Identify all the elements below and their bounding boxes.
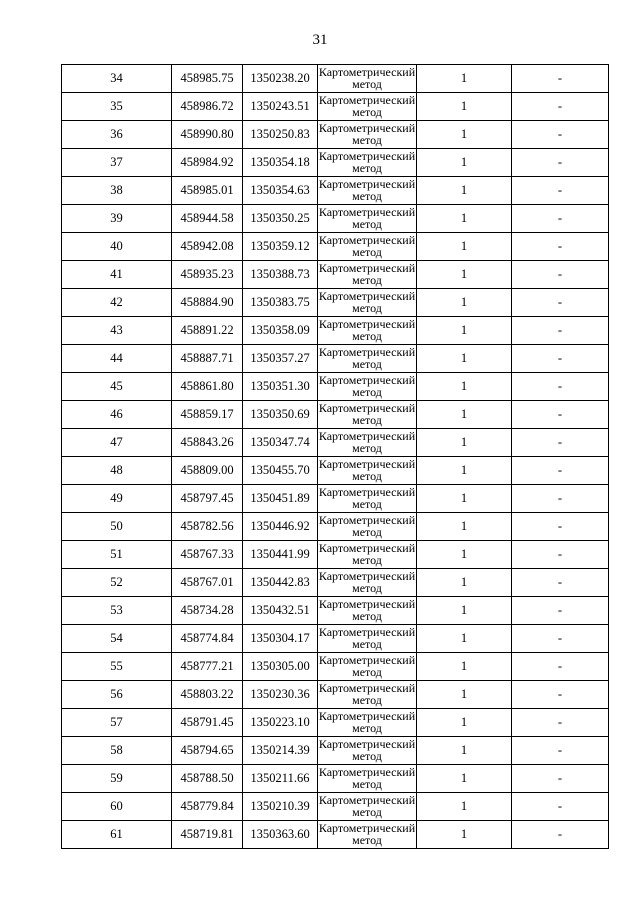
method-cell: Картометрический метод bbox=[318, 513, 416, 539]
coordinates-table-body bbox=[62, 65, 609, 849]
method-cell: Картометрический метод bbox=[318, 429, 416, 455]
table-row bbox=[62, 429, 609, 457]
note-cell: - bbox=[512, 289, 609, 317]
method-cell: Картометрический метод bbox=[318, 737, 416, 763]
accuracy-cell: 1 bbox=[417, 401, 512, 429]
accuracy-cell: 1 bbox=[417, 681, 512, 709]
table-row bbox=[62, 401, 609, 429]
method-cell: Картометрический метод bbox=[318, 765, 416, 791]
x-coordinate-cell: 458797.45 bbox=[172, 485, 243, 513]
point-number-cell: 39 bbox=[62, 205, 172, 233]
point-number-cell: 34 bbox=[62, 65, 172, 93]
point-number-cell: 42 bbox=[62, 289, 172, 317]
y-coordinate-cell: 1350210.39 bbox=[243, 793, 318, 821]
accuracy-cell: 1 bbox=[417, 485, 512, 513]
x-coordinate-cell: 458985.75 bbox=[172, 65, 243, 93]
note-cell: - bbox=[512, 737, 609, 765]
note-cell: - bbox=[512, 457, 609, 485]
accuracy-cell: 1 bbox=[417, 317, 512, 345]
x-coordinate-cell: 458986.72 bbox=[172, 93, 243, 121]
accuracy-cell: 1 bbox=[417, 709, 512, 737]
table-row bbox=[62, 289, 609, 317]
point-number-cell: 54 bbox=[62, 625, 172, 653]
table-row bbox=[62, 205, 609, 233]
accuracy-cell: 1 bbox=[417, 737, 512, 765]
y-coordinate-cell: 1350357.27 bbox=[243, 345, 318, 373]
method-cell: Картометрический метод bbox=[318, 569, 416, 595]
x-coordinate-cell: 458809.00 bbox=[172, 457, 243, 485]
note-cell: - bbox=[512, 597, 609, 625]
note-cell: - bbox=[512, 345, 609, 373]
y-coordinate-cell: 1350350.25 bbox=[243, 205, 318, 233]
page-number: 31 bbox=[312, 32, 328, 48]
note-cell: - bbox=[512, 541, 609, 569]
table-row bbox=[62, 821, 609, 849]
x-coordinate-cell: 458779.84 bbox=[172, 793, 243, 821]
point-number-cell: 52 bbox=[62, 569, 172, 597]
note-cell: - bbox=[512, 121, 609, 149]
y-coordinate-cell: 1350250.83 bbox=[243, 121, 318, 149]
table-row bbox=[62, 541, 609, 569]
table-row bbox=[62, 149, 609, 177]
note-cell: - bbox=[512, 149, 609, 177]
note-cell: - bbox=[512, 93, 609, 121]
method-cell: Картометрический метод bbox=[318, 793, 416, 819]
method-cell: Картометрический метод bbox=[318, 93, 416, 119]
accuracy-cell: 1 bbox=[417, 569, 512, 597]
accuracy-cell: 1 bbox=[417, 597, 512, 625]
method-cell: Картометрический метод bbox=[318, 233, 416, 259]
x-coordinate-cell: 458887.71 bbox=[172, 345, 243, 373]
y-coordinate-cell: 1350351.30 bbox=[243, 373, 318, 401]
point-number-cell: 59 bbox=[62, 765, 172, 793]
x-coordinate-cell: 458767.33 bbox=[172, 541, 243, 569]
note-cell: - bbox=[512, 793, 609, 821]
y-coordinate-cell: 1350451.89 bbox=[243, 485, 318, 513]
accuracy-cell: 1 bbox=[417, 821, 512, 849]
accuracy-cell: 1 bbox=[417, 233, 512, 261]
method-cell: Картометрический метод bbox=[318, 681, 416, 707]
x-coordinate-cell: 458803.22 bbox=[172, 681, 243, 709]
table-row bbox=[62, 737, 609, 765]
table-row bbox=[62, 485, 609, 513]
point-number-cell: 61 bbox=[62, 821, 172, 849]
point-number-cell: 60 bbox=[62, 793, 172, 821]
y-coordinate-cell: 1350230.36 bbox=[243, 681, 318, 709]
x-coordinate-cell: 458782.56 bbox=[172, 513, 243, 541]
point-number-cell: 43 bbox=[62, 317, 172, 345]
x-coordinate-cell: 458791.45 bbox=[172, 709, 243, 737]
note-cell: - bbox=[512, 485, 609, 513]
point-number-cell: 47 bbox=[62, 429, 172, 457]
note-cell: - bbox=[512, 709, 609, 737]
table-row bbox=[62, 569, 609, 597]
accuracy-cell: 1 bbox=[417, 205, 512, 233]
point-number-cell: 50 bbox=[62, 513, 172, 541]
x-coordinate-cell: 458944.58 bbox=[172, 205, 243, 233]
note-cell: - bbox=[512, 821, 609, 849]
y-coordinate-cell: 1350238.20 bbox=[243, 65, 318, 93]
point-number-cell: 49 bbox=[62, 485, 172, 513]
table-row bbox=[62, 709, 609, 737]
note-cell: - bbox=[512, 65, 609, 93]
y-coordinate-cell: 1350305.00 bbox=[243, 653, 318, 681]
table-row bbox=[62, 93, 609, 121]
accuracy-cell: 1 bbox=[417, 177, 512, 205]
table-row bbox=[62, 345, 609, 373]
table-row bbox=[62, 373, 609, 401]
point-number-cell: 51 bbox=[62, 541, 172, 569]
method-cell: Картометрический метод bbox=[318, 457, 416, 483]
y-coordinate-cell: 1350388.73 bbox=[243, 261, 318, 289]
note-cell: - bbox=[512, 681, 609, 709]
note-cell: - bbox=[512, 261, 609, 289]
note-cell: - bbox=[512, 429, 609, 457]
table-row bbox=[62, 513, 609, 541]
table-row bbox=[62, 681, 609, 709]
point-number-cell: 40 bbox=[62, 233, 172, 261]
y-coordinate-cell: 1350442.83 bbox=[243, 569, 318, 597]
y-coordinate-cell: 1350350.69 bbox=[243, 401, 318, 429]
method-cell: Картометрический метод bbox=[318, 485, 416, 511]
accuracy-cell: 1 bbox=[417, 149, 512, 177]
x-coordinate-cell: 458985.01 bbox=[172, 177, 243, 205]
accuracy-cell: 1 bbox=[417, 429, 512, 457]
table-row bbox=[62, 121, 609, 149]
x-coordinate-cell: 458859.17 bbox=[172, 401, 243, 429]
x-coordinate-cell: 458884.90 bbox=[172, 289, 243, 317]
note-cell: - bbox=[512, 765, 609, 793]
method-cell: Картометрический метод bbox=[318, 401, 416, 427]
point-number-cell: 58 bbox=[62, 737, 172, 765]
method-cell: Картометрический метод bbox=[318, 65, 416, 91]
accuracy-cell: 1 bbox=[417, 261, 512, 289]
accuracy-cell: 1 bbox=[417, 765, 512, 793]
method-cell: Картометрический метод bbox=[318, 541, 416, 567]
point-number-cell: 36 bbox=[62, 121, 172, 149]
point-number-cell: 48 bbox=[62, 457, 172, 485]
table-row bbox=[62, 233, 609, 261]
point-number-cell: 37 bbox=[62, 149, 172, 177]
accuracy-cell: 1 bbox=[417, 653, 512, 681]
method-cell: Картометрический метод bbox=[318, 289, 416, 315]
accuracy-cell: 1 bbox=[417, 513, 512, 541]
method-cell: Картометрический метод bbox=[318, 317, 416, 343]
y-coordinate-cell: 1350441.99 bbox=[243, 541, 318, 569]
table-row bbox=[62, 625, 609, 653]
y-coordinate-cell: 1350347.74 bbox=[243, 429, 318, 457]
note-cell: - bbox=[512, 317, 609, 345]
table-row bbox=[62, 653, 609, 681]
method-cell: Картометрический метод bbox=[318, 653, 416, 679]
table-row bbox=[62, 765, 609, 793]
method-cell: Картометрический метод bbox=[318, 709, 416, 735]
point-number-cell: 55 bbox=[62, 653, 172, 681]
note-cell: - bbox=[512, 205, 609, 233]
x-coordinate-cell: 458794.65 bbox=[172, 737, 243, 765]
accuracy-cell: 1 bbox=[417, 541, 512, 569]
y-coordinate-cell: 1350354.63 bbox=[243, 177, 318, 205]
accuracy-cell: 1 bbox=[417, 625, 512, 653]
x-coordinate-cell: 458767.01 bbox=[172, 569, 243, 597]
y-coordinate-cell: 1350359.12 bbox=[243, 233, 318, 261]
y-coordinate-cell: 1350383.75 bbox=[243, 289, 318, 317]
accuracy-cell: 1 bbox=[417, 65, 512, 93]
method-cell: Картометрический метод bbox=[318, 625, 416, 651]
y-coordinate-cell: 1350223.10 bbox=[243, 709, 318, 737]
y-coordinate-cell: 1350243.51 bbox=[243, 93, 318, 121]
y-coordinate-cell: 1350363.60 bbox=[243, 821, 318, 849]
note-cell: - bbox=[512, 513, 609, 541]
note-cell: - bbox=[512, 233, 609, 261]
point-number-cell: 35 bbox=[62, 93, 172, 121]
table-row bbox=[62, 597, 609, 625]
coordinates-table bbox=[61, 64, 609, 849]
method-cell: Картометрический метод bbox=[318, 821, 416, 847]
accuracy-cell: 1 bbox=[417, 457, 512, 485]
point-number-cell: 38 bbox=[62, 177, 172, 205]
accuracy-cell: 1 bbox=[417, 93, 512, 121]
y-coordinate-cell: 1350304.17 bbox=[243, 625, 318, 653]
method-cell: Картометрический метод bbox=[318, 205, 416, 231]
accuracy-cell: 1 bbox=[417, 345, 512, 373]
point-number-cell: 45 bbox=[62, 373, 172, 401]
method-cell: Картометрический метод bbox=[318, 121, 416, 147]
point-number-cell: 44 bbox=[62, 345, 172, 373]
y-coordinate-cell: 1350211.66 bbox=[243, 765, 318, 793]
table-row bbox=[62, 317, 609, 345]
x-coordinate-cell: 458774.84 bbox=[172, 625, 243, 653]
x-coordinate-cell: 458788.50 bbox=[172, 765, 243, 793]
note-cell: - bbox=[512, 401, 609, 429]
note-cell: - bbox=[512, 625, 609, 653]
point-number-cell: 56 bbox=[62, 681, 172, 709]
x-coordinate-cell: 458734.28 bbox=[172, 597, 243, 625]
accuracy-cell: 1 bbox=[417, 121, 512, 149]
x-coordinate-cell: 458935.23 bbox=[172, 261, 243, 289]
point-number-cell: 53 bbox=[62, 597, 172, 625]
y-coordinate-cell: 1350214.39 bbox=[243, 737, 318, 765]
x-coordinate-cell: 458990.80 bbox=[172, 121, 243, 149]
x-coordinate-cell: 458891.22 bbox=[172, 317, 243, 345]
x-coordinate-cell: 458942.08 bbox=[172, 233, 243, 261]
table-row bbox=[62, 793, 609, 821]
table-row bbox=[62, 457, 609, 485]
table-row bbox=[62, 65, 609, 93]
method-cell: Картометрический метод bbox=[318, 149, 416, 175]
accuracy-cell: 1 bbox=[417, 793, 512, 821]
x-coordinate-cell: 458861.80 bbox=[172, 373, 243, 401]
point-number-cell: 41 bbox=[62, 261, 172, 289]
accuracy-cell: 1 bbox=[417, 289, 512, 317]
method-cell: Картометрический метод bbox=[318, 597, 416, 623]
y-coordinate-cell: 1350432.51 bbox=[243, 597, 318, 625]
x-coordinate-cell: 458843.26 bbox=[172, 429, 243, 457]
y-coordinate-cell: 1350358.09 bbox=[243, 317, 318, 345]
note-cell: - bbox=[512, 569, 609, 597]
y-coordinate-cell: 1350354.18 bbox=[243, 149, 318, 177]
note-cell: - bbox=[512, 653, 609, 681]
method-cell: Картометрический метод bbox=[318, 373, 416, 399]
note-cell: - bbox=[512, 373, 609, 401]
x-coordinate-cell: 458719.81 bbox=[172, 821, 243, 849]
accuracy-cell: 1 bbox=[417, 373, 512, 401]
x-coordinate-cell: 458777.21 bbox=[172, 653, 243, 681]
note-cell: - bbox=[512, 177, 609, 205]
method-cell: Картометрический метод bbox=[318, 261, 416, 287]
method-cell: Картометрический метод bbox=[318, 345, 416, 371]
table-row bbox=[62, 177, 609, 205]
point-number-cell: 46 bbox=[62, 401, 172, 429]
y-coordinate-cell: 1350446.92 bbox=[243, 513, 318, 541]
table-row bbox=[62, 261, 609, 289]
x-coordinate-cell: 458984.92 bbox=[172, 149, 243, 177]
y-coordinate-cell: 1350455.70 bbox=[243, 457, 318, 485]
point-number-cell: 57 bbox=[62, 709, 172, 737]
method-cell: Картометрический метод bbox=[318, 177, 416, 203]
